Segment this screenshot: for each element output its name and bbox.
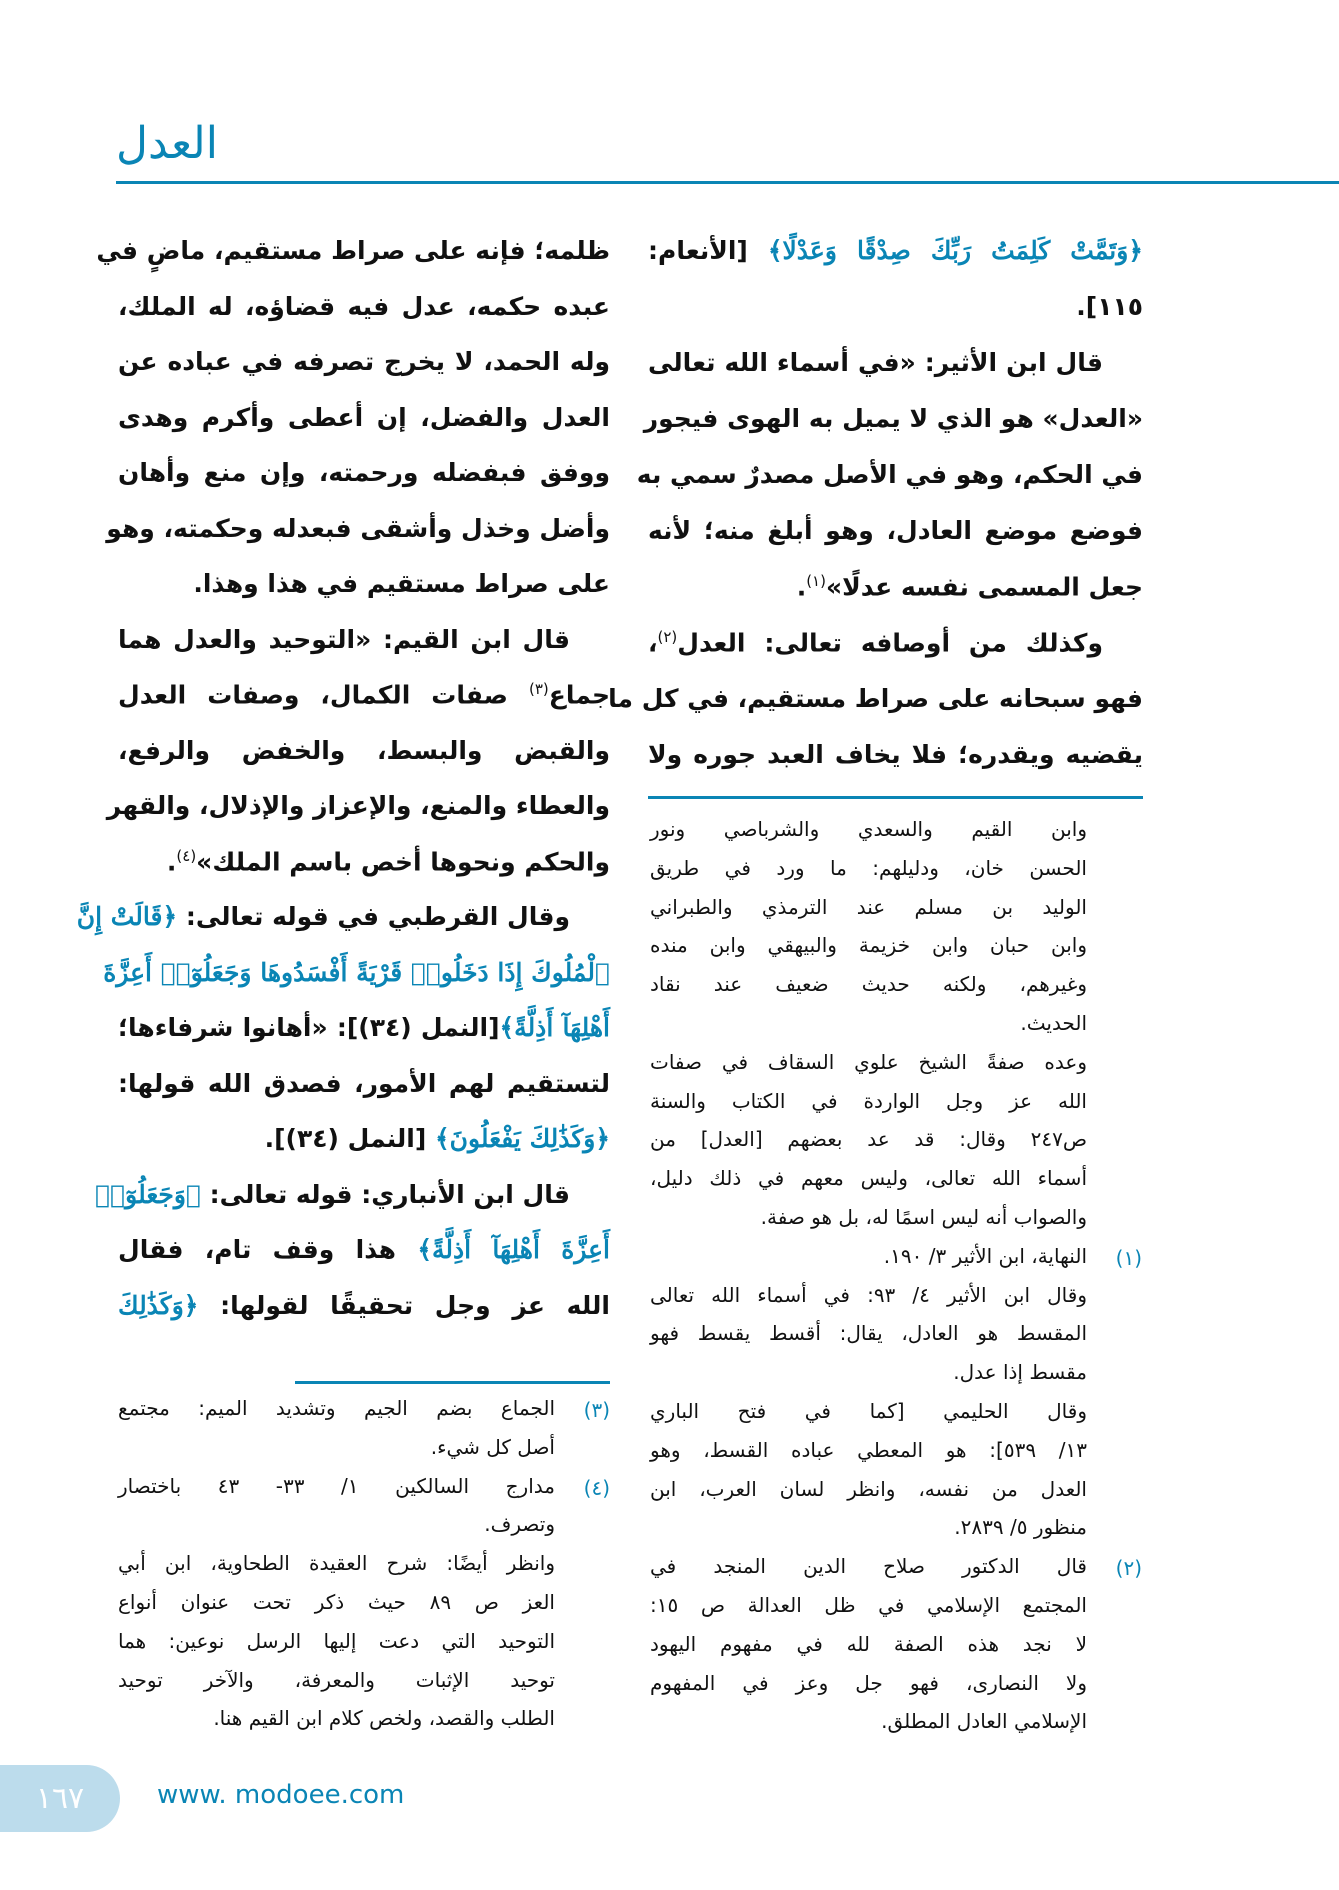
text-segment: التوحيد التي دعت إليها الرسل نوعين: هما xyxy=(118,1628,555,1653)
text-segment: في الحكم، وهو في الأصل مصدرٌ سمي به xyxy=(636,460,1143,489)
text-segment: العدل والفضل، إن أعطى وأكرم وهدى xyxy=(118,402,610,432)
website-link[interactable]: www. modoee.com xyxy=(157,1780,405,1810)
text-segment: وكذلك من أوصافه تعالى: العدل xyxy=(677,628,1103,658)
text-line xyxy=(648,294,1143,319)
footnote-number: (٤) xyxy=(583,1475,610,1500)
text-segment: ١٣/ ٥٣٩]: هو المعطي عباده القسط، وهو xyxy=(650,1437,1087,1462)
text-segment: العز ص ٨٩ حيث ذكر تحت عنوان أنواع xyxy=(118,1590,555,1614)
text-line xyxy=(650,894,1087,919)
text-segment: «العدل» هو الذي لا يميل به الهوى فيجور xyxy=(643,404,1143,433)
text-line xyxy=(118,735,610,765)
page-title: العدل xyxy=(116,118,218,169)
text-segment: ص٢٤٧ وقال: قد عد بعضهم [العدل] من xyxy=(650,1127,1087,1152)
text-segment: الجماع بضم الجيم وتشديد الميم: مجتمع xyxy=(118,1396,555,1420)
text-line xyxy=(76,902,610,931)
text-line xyxy=(118,846,610,876)
footnote-reference: (٤) xyxy=(176,846,197,865)
text-segment: مقسط إذا عدل. xyxy=(953,1360,1087,1385)
text-line xyxy=(650,1321,1087,1346)
text-segment: المجتمع الإسلامي في ظل العدالة ص ١٥: xyxy=(650,1593,1087,1617)
text-line xyxy=(118,1398,555,1418)
text-segment: الله عز وجل الواردة في الكتاب والسنة xyxy=(650,1088,1087,1113)
right-footnote-separator xyxy=(648,796,1143,799)
header-rule xyxy=(116,181,1339,184)
text-segment: قال الدكتور صلاح الدين المنجد في xyxy=(650,1554,1087,1579)
text-line xyxy=(96,236,610,265)
text-segment: جعل المسمى نفسه عدلًا» xyxy=(825,572,1143,602)
text-segment: منظور ٥/ ٢٨٣٩. xyxy=(954,1515,1087,1540)
text-segment: لا نجد هذه الصفة لله في مفهوم اليهود xyxy=(650,1631,1087,1656)
text-line xyxy=(118,291,610,321)
page-number: ١٦٧ xyxy=(0,1765,120,1832)
text-segment: وقال القرطبي في قوله تعالى: xyxy=(177,902,570,931)
text-line xyxy=(118,1706,555,1731)
text-line xyxy=(648,518,1143,543)
text-line xyxy=(118,624,610,654)
text-line xyxy=(648,628,1143,658)
text-line xyxy=(118,460,610,485)
text-line xyxy=(103,957,610,987)
text-segment: عبده حكمه، عدل فيه قضاؤه، له الملك، xyxy=(118,291,610,321)
text-segment: هذا وقف تام، فقال xyxy=(118,1235,418,1264)
text-line xyxy=(650,1595,1087,1615)
text-segment: ١١٥]. xyxy=(1076,292,1143,321)
text-segment: الوليد بن مسلم عند الترمذي والطبراني xyxy=(650,894,1087,919)
text-line xyxy=(650,1515,1087,1540)
text-line xyxy=(648,572,1143,602)
text-line xyxy=(650,1631,1087,1656)
text-segment: لتستقيم لهم الأمور، فصدق الله قولها: xyxy=(118,1068,610,1098)
text-line xyxy=(608,684,1143,713)
text-segment: وعده صفةً الشيخ علوي السقاف في صفات xyxy=(650,1049,1087,1074)
quran-verse: ﴿قَالَتْ إِنَّ xyxy=(76,902,178,931)
text-line xyxy=(650,1243,1087,1268)
text-line xyxy=(650,1166,1087,1191)
text-segment: وغيرهم، ولكنه حديث ضعيف عند نقاد xyxy=(650,972,1087,997)
text-line xyxy=(650,1207,1087,1227)
text-line xyxy=(118,349,610,374)
quran-verse: ٱلْمُلُوكَ إِذَا دَخَلُوا۟ قَرْيَةً أَفْسَدُوهَا وَجَعَلُوٓا۟ أَعِزَّةَ xyxy=(103,957,610,987)
text-line xyxy=(106,791,610,820)
footnote-number: (١) xyxy=(1115,1245,1142,1270)
text-line xyxy=(118,1551,555,1576)
text-segment: والقبض والبسط، والخفض والرفع، xyxy=(118,735,610,765)
text-segment: قال ابن القيم: «التوحيد والعدل هما xyxy=(118,624,570,654)
text-line xyxy=(650,1013,1087,1033)
text-line xyxy=(650,1088,1087,1113)
text-segment: وتصرف. xyxy=(484,1512,555,1537)
text-segment: الله عز وجل تحقيقًا لقولها: xyxy=(198,1290,610,1320)
footnote-reference: (١) xyxy=(806,572,826,590)
text-line xyxy=(118,1237,610,1262)
text-line xyxy=(648,238,1143,263)
quran-verse: ﴿وَجَعَلُوٓا۟ xyxy=(95,1179,201,1209)
text-segment: [النمل (٣٤)]: «أهانوا شرفاءها؛ xyxy=(118,1013,500,1042)
text-segment: والعطاء والمنع، والإعزاز والإذلال، والقهر xyxy=(106,791,610,820)
text-segment: والحكم ونحوها أخص باسم الملك» xyxy=(196,846,610,876)
text-line xyxy=(650,1282,1087,1307)
text-segment: العدل من نفسه، وانظر لسان العرب، ابن xyxy=(650,1476,1087,1501)
text-line xyxy=(118,1667,555,1692)
text-segment: توحيد الإثبات والمعرفة، والآخر توحيد xyxy=(118,1667,555,1692)
text-line xyxy=(118,1512,555,1537)
text-segment: . xyxy=(796,572,807,602)
text-line xyxy=(118,1473,555,1498)
text-segment: وقال الحليمي [كما في فتح الباري xyxy=(650,1399,1087,1423)
footnote-number: (٢) xyxy=(1115,1556,1142,1581)
text-segment: يقضيه ويقدره؛ فلا يخاف العبد جوره ولا xyxy=(648,740,1143,769)
text-segment: الطلب والقصد، ولخص كلام ابن القيم هنا. xyxy=(213,1706,555,1731)
text-segment: أسماء الله تعالى، وليس معهم في ذلك دليل، xyxy=(650,1166,1087,1191)
text-segment: وأضل وخذل وأشقى فبعدله وحكمته، وهو xyxy=(106,513,610,543)
text-line xyxy=(650,1401,1087,1421)
text-segment: ظلمه؛ فإنه على صراط مستقيم، ماضٍ في xyxy=(96,236,610,265)
text-segment: وانظر أيضًا: شرح العقيدة الطحاوية، ابن أبي xyxy=(118,1551,555,1576)
text-segment: الإسلامي العادل المطلق. xyxy=(881,1709,1087,1734)
text-line xyxy=(118,571,610,596)
text-line xyxy=(118,402,610,432)
text-line xyxy=(650,819,1087,839)
text-segment: وابن القيم والسعدي والشرباصي ونور xyxy=(650,817,1087,841)
text-line xyxy=(650,1360,1087,1385)
quran-verse: ﴿وَكَذَٰلِكَ يَفْعَلُونَ﴾ xyxy=(435,1124,610,1153)
text-line xyxy=(118,680,610,710)
text-segment: وقال ابن الأثير ٤/ ٩٣: في أسماء الله تعالى xyxy=(650,1282,1087,1307)
text-line xyxy=(118,1434,555,1459)
text-line xyxy=(648,742,1143,767)
quran-verse: ﴿وَتَمَّتْ كَلِمَتُ رَبِّكَ صِدْقًا وَعَدْلًا﴾ xyxy=(767,236,1143,265)
text-segment: ولا النصارى، فهو جل وعز في المفهوم xyxy=(650,1670,1087,1695)
text-segment: والصواب أنه ليس اسمًا له، بل هو صفة. xyxy=(760,1205,1087,1229)
text-line xyxy=(650,1049,1087,1074)
text-line xyxy=(650,1709,1087,1734)
text-segment: جماع xyxy=(548,680,610,710)
text-line xyxy=(95,1179,610,1209)
footnote-reference: (٣) xyxy=(528,680,549,698)
text-segment: [النمل (٣٤)]. xyxy=(264,1124,435,1153)
text-segment: أصل كل شيء. xyxy=(430,1434,555,1459)
text-line xyxy=(636,460,1143,489)
left-footnote-separator xyxy=(295,1381,610,1384)
text-line xyxy=(650,1670,1087,1695)
text-segment: وابن حبان وابن خزيمة والبيهقي وابن منده xyxy=(650,933,1087,958)
text-line xyxy=(118,1628,555,1653)
quran-verse: أَهْلِهَآ أَذِلَّةً﴾ xyxy=(499,1013,610,1042)
quran-verse: ﴿وَكَذَٰلِكَ xyxy=(118,1290,199,1320)
text-line xyxy=(650,1437,1087,1462)
footnote-number: (٣) xyxy=(583,1398,610,1422)
text-segment: [الأنعام: xyxy=(648,236,768,265)
text-line xyxy=(650,933,1087,958)
text-segment: الحسن خان، ودليلهم: ما ورد في طريق xyxy=(650,855,1087,880)
text-line xyxy=(648,350,1143,375)
text-segment: صفات الكمال، وصفات العدل xyxy=(118,680,529,710)
text-segment: وله الحمد، لا يخرج تصرفه في عباده عن xyxy=(118,347,610,376)
text-segment: فوضع موضع العادل، وهو أبلغ منه؛ لأنه xyxy=(648,516,1143,545)
text-line xyxy=(118,1126,610,1151)
text-line xyxy=(643,404,1143,433)
text-segment: مدارج السالكين ١/ ٣٣- ٤٣ باختصار xyxy=(118,1473,555,1498)
text-line xyxy=(650,1127,1087,1152)
text-segment: قال ابن الأثير: «في أسماء الله تعالى xyxy=(648,348,1103,377)
text-line xyxy=(650,972,1087,997)
text-segment: ، xyxy=(648,628,658,658)
text-line xyxy=(118,1290,610,1320)
text-segment: ووفق فبفضله ورحمته، وإن منع وأهان xyxy=(118,458,610,487)
text-segment: النهاية، ابن الأثير ٣/ ١٩٠. xyxy=(883,1243,1087,1268)
text-line xyxy=(118,1068,610,1098)
text-line xyxy=(106,513,610,543)
text-line xyxy=(650,1554,1087,1579)
text-segment: الحديث. xyxy=(1020,1011,1087,1035)
text-line xyxy=(118,1015,610,1040)
text-line xyxy=(650,855,1087,880)
text-line xyxy=(650,1476,1087,1501)
text-segment: على صراط مستقيم في هذا وهذا. xyxy=(193,569,610,598)
text-segment: . xyxy=(166,846,177,876)
footnote-reference: (٢) xyxy=(657,628,678,646)
text-segment: فهو سبحانه على صراط مستقيم، في كل ما xyxy=(608,684,1143,713)
text-segment: قال ابن الأنباري: قوله تعالى: xyxy=(200,1179,570,1209)
text-line xyxy=(118,1592,555,1612)
text-segment: المقسط هو العادل، يقال: أقسط يقسط فهو xyxy=(650,1321,1087,1346)
quran-verse: أَعِزَّةَ أَهْلِهَآ أَذِلَّةً﴾ xyxy=(417,1235,610,1264)
